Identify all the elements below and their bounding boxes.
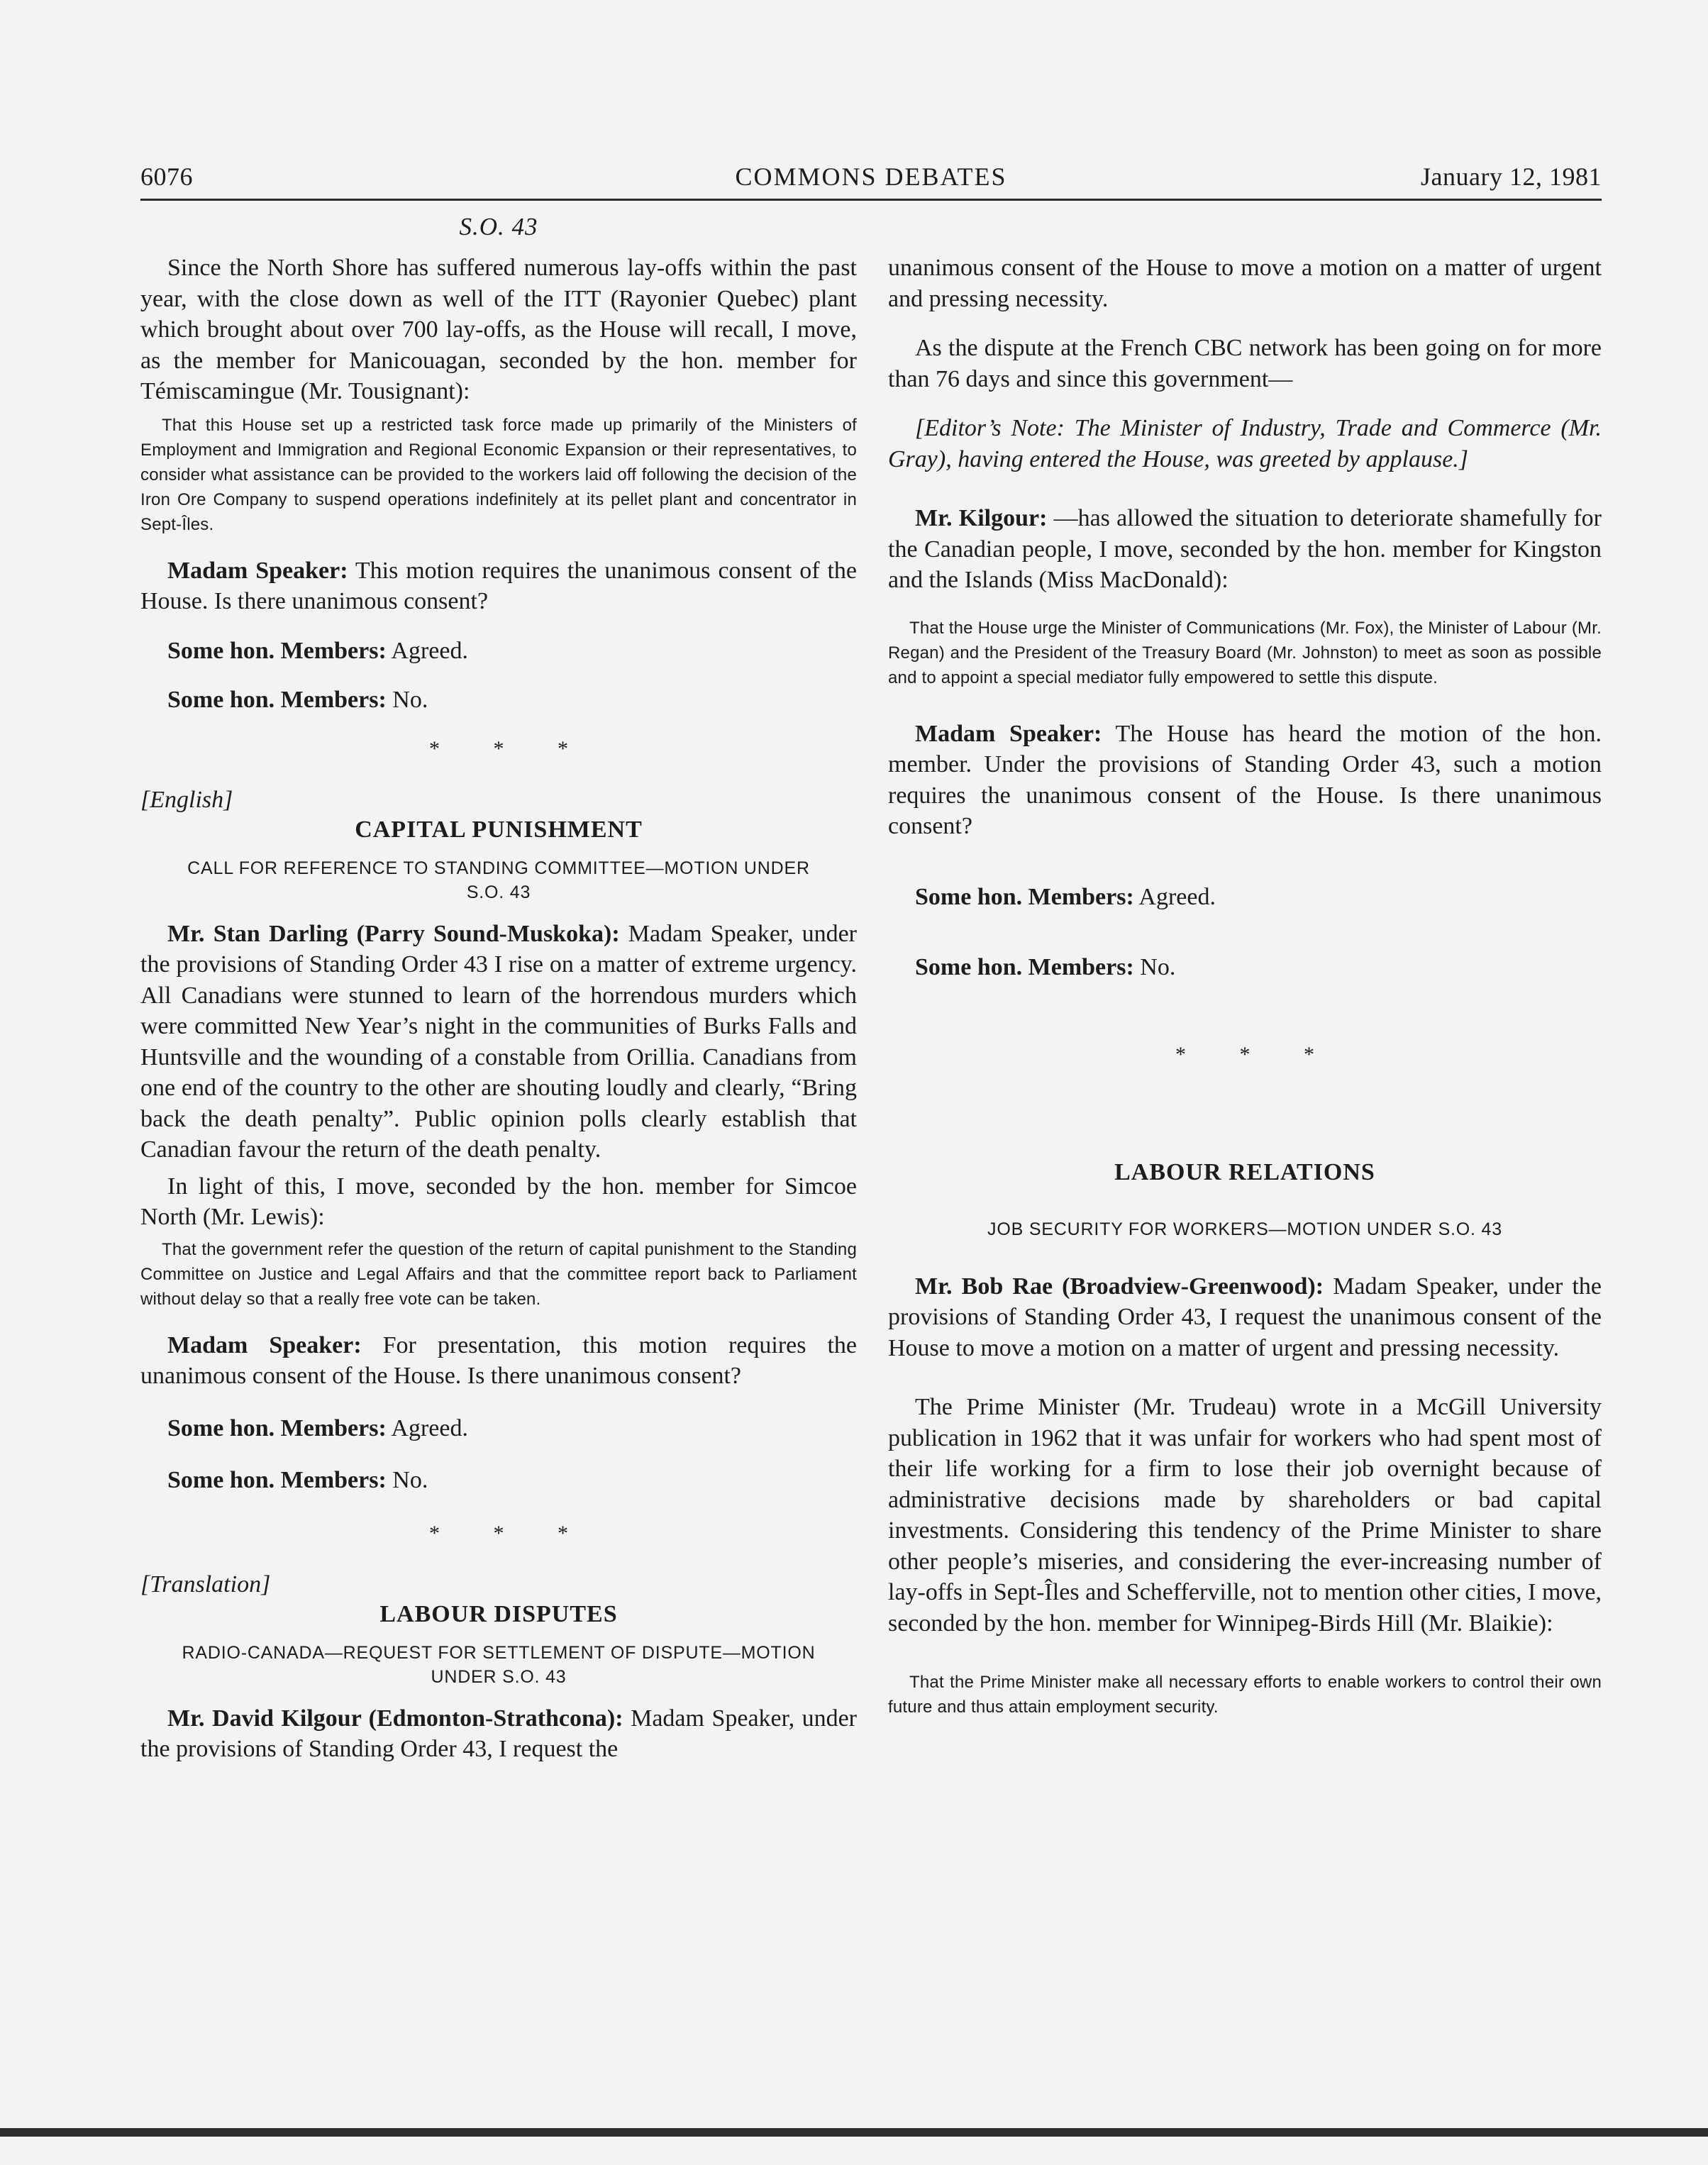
paragraph: As the dispute at the French CBC network has been going on for more than 76 days and since this government— <box>888 335 1602 392</box>
speaker-name: Some hon. Members: <box>167 687 387 713</box>
speaker-name: Mr. Bob Rae (Broadview-Greenwood): <box>915 1273 1324 1300</box>
section-subtitle: CALL FOR REFERENCE TO STANDING COMMITTEE—MOTION UNDER S.O. 43 <box>187 858 810 902</box>
language-tag: [Translation] <box>140 1571 271 1598</box>
speaker-name: Mr. Kilgour: <box>915 505 1048 531</box>
paragraph: The Prime Minister (Mr. Trudeau) wrote in a McGill University publication in 1962 that it was unfair for workers who had spent most of their life working for a firm to lose their job overnight because of administrative decisions made by shareholders or bad capital investments. Considering this tendency of the Prime Minister to share other people’s miseries, and considering the ever-increasing number of lay-offs in Sept-Îles and Schefferville, not to mention other cities, I move, seconded by the hon. member for Winnipeg-Birds Hill (Mr. Blaikie): <box>888 1394 1602 1637</box>
paragraph: In light of this, I move, seconded by the hon. member for Simcoe North (Mr. Lewis): <box>140 1173 857 1230</box>
speaker-name: Mr. David Kilgour (Edmonton-Strathcona): <box>167 1705 623 1732</box>
speaker-name: Madam Speaker: <box>167 557 348 584</box>
speaker-name: Madam Speaker: <box>167 1331 362 1358</box>
paragraph: Since the North Shore has suffered numerous lay-offs within the past year, with the close down as well of the ITT (Rayonier Quebec) plant which brought about over 700 lay-offs, as the House will recall, I move, as the member for Manicouagan, seconded by the hon. member for Témiscamingue (Mr. Tousignant): <box>140 255 857 404</box>
speaker-paragraph <box>140 555 857 617</box>
speaker-paragraph <box>888 719 1602 842</box>
motion-text: That the Prime Minister make all necessary efforts to enable workers to control their own future and thus attain employment security. <box>888 1673 1602 1717</box>
section-title: CAPITAL PUNISHMENT <box>355 816 643 843</box>
speaker-name: Mr. Stan Darling (Parry Sound-Muskoka): <box>167 920 620 947</box>
so-heading: S.O. 43 <box>459 213 538 240</box>
language-tag: [English] <box>140 786 233 813</box>
speaker-paragraph <box>140 919 857 1165</box>
speaker-paragraph <box>140 1465 857 1496</box>
section-separator: * * * <box>429 736 592 760</box>
speaker-paragraph <box>140 1330 857 1392</box>
speaker-text: Madam Speaker, under the provisions of Standing Order 43, I request the unanimous consent of the House to move a motion on a matter of urgent and pressing necessity. <box>888 1273 1602 1361</box>
speaker-text: This motion requires the unanimous consent of the House. Is there unanimous consent? <box>140 557 857 614</box>
speaker-paragraph <box>140 1703 857 1765</box>
speaker-text: Agreed. <box>386 637 468 664</box>
speaker-paragraph <box>140 636 857 667</box>
speaker-text: For presentation, this motion requires the unanimous consent of the House. Is there unanimous consent? <box>140 1331 857 1389</box>
speaker-paragraph <box>888 503 1602 596</box>
motion-text: That the government refer the question of the return of capital punishment to the Standing Committee on Justice and Legal Affairs and that the committee report back to Parliament without delay so that a really free vote can be taken. <box>140 1239 857 1309</box>
speaker-text: No. <box>386 687 428 713</box>
speaker-text: —has allowed the situation to deteriorate shamefully for the Canadian people, I move, seconded by the hon. member for Kingston and the Islands (Miss MacDonald): <box>888 505 1602 593</box>
editor-note: [Editor’s Note: The Minister of Industry, Trade and Commerce (Mr. Gray), having entered the House, was greeted by applause.] <box>888 415 1602 472</box>
speaker-text: Agreed. <box>386 1414 468 1441</box>
speaker-text: No. <box>1133 954 1176 980</box>
speaker-text: The House has heard the motion of the hon. member. Under the provisions of Standing Order 43, such a motion requires the unanimous consent of the House. Is there unanimous consent? <box>888 720 1602 839</box>
right-column <box>888 253 1602 1720</box>
paragraph: unanimous consent of the House to move a motion on a matter of urgent and pressing necessity. <box>888 255 1602 312</box>
speaker-paragraph <box>888 1271 1602 1364</box>
page-date: January 12, 1981 <box>1421 162 1602 191</box>
speaker-paragraph <box>888 952 1602 983</box>
section-title: LABOUR RELATIONS <box>1114 1158 1375 1185</box>
speaker-name: Some hon. Members: <box>915 954 1134 980</box>
motion-text: That the House urge the Minister of Communications (Mr. Fox), the Minister of Labour (Mr. Regan) and the President of the Treasury Board (Mr. Johnston) to meet as soon as possible and to appoint a special mediator fully empowered to settle this dispute. <box>888 618 1602 687</box>
speaker-paragraph <box>140 1413 857 1444</box>
speaker-name: Some hon. Members: <box>167 1414 387 1441</box>
section-separator: * * * <box>1175 1042 1338 1066</box>
speaker-text: Madam Speaker, under the provisions of Standing Order 43, I request the <box>140 1705 858 1762</box>
speaker-paragraph <box>888 882 1602 913</box>
page-number: 6076 <box>140 162 193 191</box>
section-separator: * * * <box>429 1521 592 1545</box>
section-subtitle: JOB SECURITY FOR WORKERS—MOTION UNDER S.O. 43 <box>987 1219 1502 1239</box>
speaker-text: Madam Speaker, under the provisions of Standing Order 43 I rise on a matter of extreme urgency. All Canadians were stunned to learn of the horrendous murders which were committed New Year’s night in the communities of Burks Falls and Huntsville and the wounding of a constable from Orillia. Canadians from one end of the country to the other are shouting loudly and clearly, “Bring back the death penalty”. Public opinion polls clearly establish that Canadian favour the return of the death penalty. <box>140 920 857 1163</box>
speaker-paragraph <box>140 685 857 716</box>
page-bottom-edge <box>0 2128 1708 2137</box>
section-subtitle: RADIO-CANADA—REQUEST FOR SETTLEMENT OF DISPUTE—MOTION UNDER S.O. 43 <box>182 1642 816 1687</box>
speaker-name: Madam Speaker: <box>915 720 1102 747</box>
speaker-name: Some hon. Members: <box>167 1467 387 1493</box>
page-header <box>140 159 1602 201</box>
publication-title: COMMONS DEBATES <box>735 162 1007 191</box>
motion-text: That this House set up a restricted task force made up primarily of the Ministers of Employment and Immigration and Regional Economic Expansion or their representatives, to consider what assistance can be provided to the workers laid off following the decision of the Iron Ore Company to suspend operations indefinitely at its pellet plant and concentrator in Sept-Îles. <box>140 415 857 534</box>
speaker-name: Some hon. Members: <box>167 637 387 664</box>
speaker-name: Some hon. Members: <box>915 883 1134 910</box>
left-column <box>140 213 857 1765</box>
speaker-text: Agreed. <box>1133 883 1216 910</box>
speaker-text: No. <box>386 1467 428 1493</box>
section-title: LABOUR DISPUTES <box>379 1600 618 1627</box>
